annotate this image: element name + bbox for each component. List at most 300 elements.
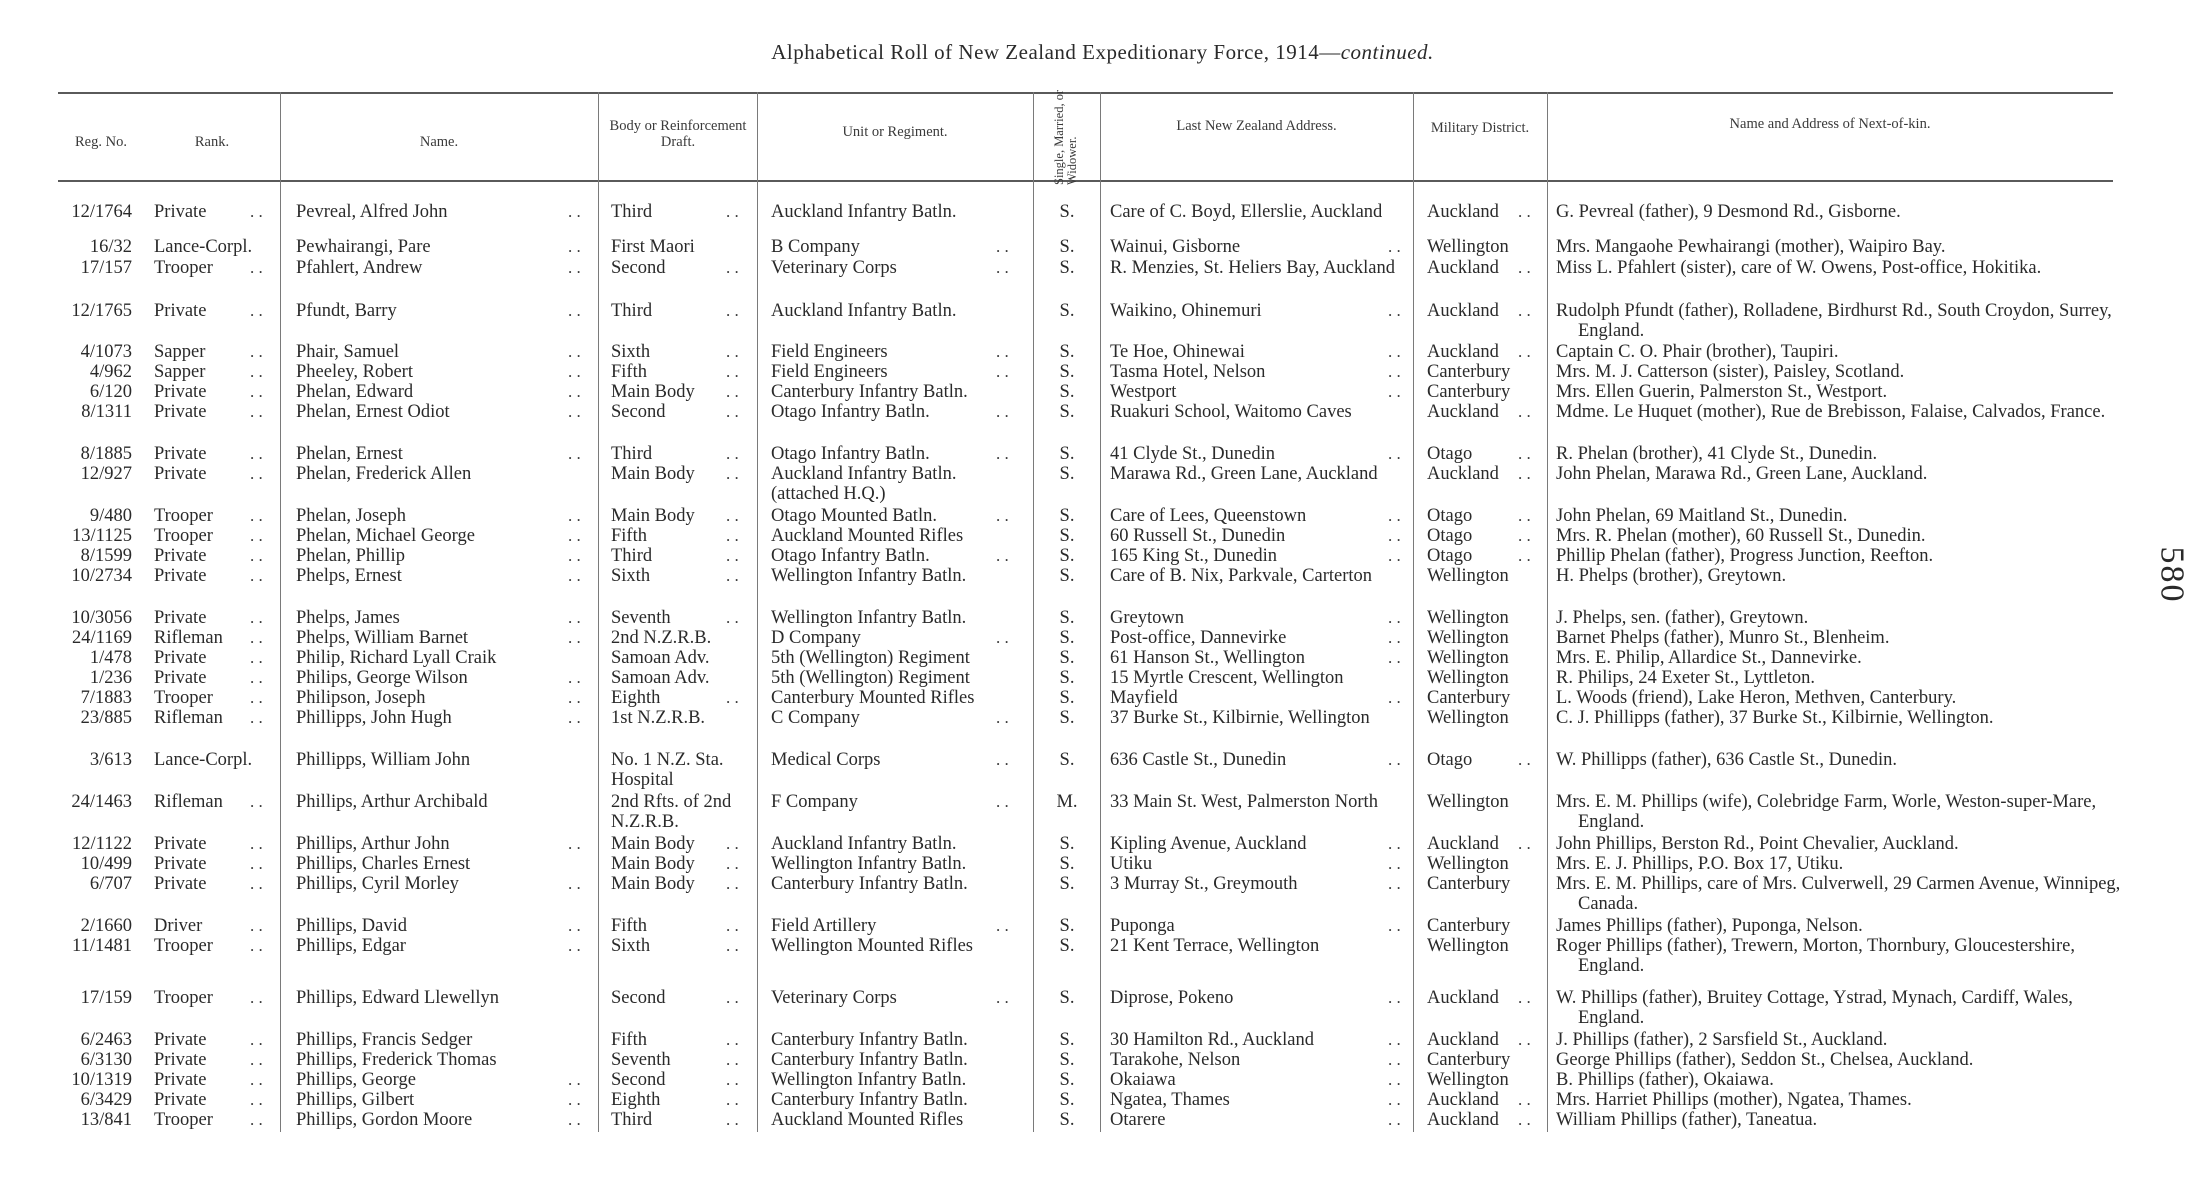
cell-address: 33 Main St. West, Palmerston North	[1110, 792, 1378, 812]
cell-status: S.	[1059, 1090, 1075, 1110]
cell-address: Care of B. Nix, Parkvale, Carterton	[1110, 566, 1373, 586]
cell-status: S.	[1059, 936, 1075, 956]
cell-status: S.	[1059, 258, 1075, 278]
leader-dots: . .	[996, 342, 1009, 361]
cell-rank: Rifleman	[154, 708, 223, 728]
cell-address: 165 King St., Dunedin	[1110, 546, 1278, 566]
cell-status: S.	[1059, 506, 1075, 526]
cell-status: S.	[1059, 546, 1075, 566]
page-title	[0, 40, 2205, 65]
cell-address: 37 Burke St., Kilbirnie, Wellington	[1110, 708, 1370, 728]
leader-dots: . .	[1388, 648, 1401, 667]
leader-dots: . .	[726, 1070, 739, 1089]
leader-dots: . .	[996, 546, 1009, 565]
leader-dots: . .	[568, 237, 581, 256]
leader-dots: . .	[996, 362, 1009, 381]
leader-dots: . .	[568, 342, 581, 361]
cell-name: Pheeley, Robert	[296, 362, 413, 382]
cell-body: Sixth	[611, 936, 651, 956]
col-divider	[1100, 92, 1101, 1132]
cell-kin: Mdme. Le Huquet (mother), Rue de Brebisson, Falaise, Calvados, France.	[1556, 402, 2106, 422]
leader-dots: . .	[1388, 444, 1401, 463]
cell-reg: 23/885	[80, 708, 132, 728]
cell-rank: Private	[154, 546, 207, 566]
cell-kin: R. Philips, 24 Exeter St., Lyttleton.	[1556, 668, 1815, 688]
cell-address: Ruakuri School, Waitomo Caves	[1110, 402, 1352, 422]
cell-kin: Roger Phillips (father), Trewern, Morton, Thornbury, Gloucestershire, England.	[1556, 936, 2075, 976]
leader-dots: . .	[996, 916, 1009, 935]
leader-dots: . .	[1388, 834, 1401, 853]
cell-district: Auckland	[1427, 1110, 1499, 1130]
cell-reg: 16/32	[89, 237, 132, 257]
header-rank: Rank.	[194, 134, 230, 150]
leader-dots: . .	[996, 237, 1009, 256]
cell-address: 15 Myrtle Crescent, Wellington	[1110, 668, 1344, 688]
cell-rank: Rifleman	[154, 628, 223, 648]
cell-body: Main Body	[611, 874, 695, 894]
cell-district: Canterbury	[1427, 688, 1511, 708]
cell-body: Main Body	[611, 506, 695, 526]
cell-kin: Mrs. E. M. Phillips, care of Mrs. Culverwell, 29 Carmen Avenue, Winnipeg, Canada.	[1556, 874, 2121, 914]
cell-district: Wellington	[1427, 608, 1509, 628]
cell-name: Phelan, Frederick Allen	[296, 464, 472, 484]
leader-dots: . .	[1388, 608, 1401, 627]
leader-dots: . .	[250, 936, 263, 955]
leader-dots: . .	[726, 854, 739, 873]
leader-dots: . .	[250, 916, 263, 935]
cell-rank: Private	[154, 1090, 207, 1110]
cell-status: M.	[1056, 792, 1078, 812]
cell-reg: 10/499	[80, 854, 132, 874]
cell-kin: Mrs. M. J. Catterson (sister), Paisley, Scotland.	[1556, 362, 1905, 382]
leader-dots: . .	[250, 1070, 263, 1089]
cell-name: Phillips, Arthur Archibald	[296, 792, 488, 812]
col-divider	[1413, 92, 1414, 1132]
cell-status: S.	[1059, 1110, 1075, 1130]
cell-body: Second	[611, 1070, 666, 1090]
leader-dots: . .	[996, 792, 1009, 811]
cell-status: S.	[1059, 708, 1075, 728]
leader-dots: . .	[726, 464, 739, 483]
cell-address: 60 Russell St., Dunedin	[1110, 526, 1286, 546]
leader-dots: . .	[250, 708, 263, 727]
cell-rank: Trooper	[154, 988, 213, 1008]
cell-district: Wellington	[1427, 237, 1509, 257]
cell-reg: 1/236	[89, 668, 132, 688]
leader-dots: . .	[250, 402, 263, 421]
cell-district: Wellington	[1427, 648, 1509, 668]
cell-unit: Auckland Mounted Rifles	[771, 526, 964, 546]
cell-status: S.	[1059, 688, 1075, 708]
cell-address: Greytown	[1110, 608, 1184, 628]
leader-dots: . .	[726, 301, 739, 320]
leader-dots: . .	[568, 382, 581, 401]
cell-name: Pevreal, Alfred John	[296, 202, 448, 222]
cell-unit: Auckland Infantry Batln.	[771, 834, 957, 854]
cell-body: Sixth	[611, 566, 651, 586]
cell-district: Canterbury	[1427, 382, 1511, 402]
leader-dots: . .	[726, 874, 739, 893]
cell-unit: Canterbury Infantry Batln.	[771, 382, 968, 402]
leader-dots: . .	[250, 566, 263, 585]
cell-district: Auckland	[1427, 464, 1499, 484]
cell-unit: Field Engineers	[771, 362, 888, 382]
cell-rank: Private	[154, 854, 207, 874]
cell-name: Phillips, Edward Llewellyn	[296, 988, 499, 1008]
cell-body: Main Body	[611, 382, 695, 402]
cell-status: S.	[1059, 648, 1075, 668]
cell-body: Seventh	[611, 1050, 671, 1070]
leader-dots: . .	[250, 834, 263, 853]
cell-address: Utiku	[1110, 854, 1153, 874]
leader-dots: . .	[726, 1050, 739, 1069]
cell-address: 30 Hamilton Rd., Auckland	[1110, 1030, 1314, 1050]
cell-body: Fifth	[611, 916, 647, 936]
leader-dots: . .	[1388, 1090, 1401, 1109]
leader-dots: . .	[250, 792, 263, 811]
cell-kin: J. Phillips (father), 2 Sarsfield St., Auckland.	[1556, 1030, 1888, 1050]
cell-unit: 5th (Wellington) Regiment	[771, 668, 970, 688]
cell-address: Post-office, Dannevirke	[1110, 628, 1287, 648]
cell-name: Phillips, Arthur John	[296, 834, 450, 854]
cell-kin: Rudolph Pfundt (father), Rolladene, Birdhurst Rd., South Croydon, Surrey, England.	[1556, 301, 2112, 341]
leader-dots: . .	[1388, 688, 1401, 707]
cell-name: Phelan, Joseph	[296, 506, 406, 526]
cell-name: Pfundt, Barry	[296, 301, 397, 321]
cell-address: 21 Kent Terrace, Wellington	[1110, 936, 1320, 956]
leader-dots: . .	[1518, 1090, 1531, 1109]
cell-body: 2nd Rfts. of 2nd N.Z.R.B.	[611, 792, 732, 832]
cell-rank: Private	[154, 608, 207, 628]
leader-dots: . .	[1518, 834, 1531, 853]
cell-address: 636 Castle St., Dunedin	[1110, 750, 1287, 770]
cell-kin: Phillip Phelan (father), Progress Junction, Reefton.	[1556, 546, 1934, 566]
cell-body: Sixth	[611, 342, 651, 362]
cell-kin: C. J. Phillipps (father), 37 Burke St., Kilbirnie, Wellington.	[1556, 708, 1994, 728]
cell-status: S.	[1059, 526, 1075, 546]
header-status: Single, Married, or Widower.	[1052, 89, 1079, 185]
cell-reg: 6/2463	[80, 1030, 132, 1050]
cell-body: Main Body	[611, 464, 695, 484]
leader-dots: . .	[250, 1090, 263, 1109]
leader-dots: . .	[1518, 1110, 1531, 1129]
cell-body: Third	[611, 1110, 653, 1130]
leader-dots: . .	[1518, 258, 1531, 277]
cell-name: Phillips, Frederick Thomas	[296, 1050, 497, 1070]
leader-dots: . .	[250, 526, 263, 545]
cell-reg: 1/478	[89, 648, 132, 668]
leader-dots: . .	[726, 566, 739, 585]
cell-reg: 17/157	[80, 258, 132, 278]
leader-dots: . .	[996, 708, 1009, 727]
page-number: 580	[2153, 546, 2191, 604]
leader-dots: . .	[568, 688, 581, 707]
cell-reg: 8/1885	[80, 444, 132, 464]
cell-kin: R. Phelan (brother), 41 Clyde St., Dunedin.	[1556, 444, 1878, 464]
cell-body: Third	[611, 546, 653, 566]
cell-address: Westport	[1110, 382, 1177, 402]
leader-dots: . .	[250, 1050, 263, 1069]
cell-status: S.	[1059, 464, 1075, 484]
cell-status: S.	[1059, 202, 1075, 222]
leader-dots: . .	[250, 668, 263, 687]
cell-kin: James Phillips (father), Puponga, Nelson.	[1556, 916, 1863, 936]
leader-dots: . .	[726, 1090, 739, 1109]
leader-dots: . .	[250, 688, 263, 707]
leader-dots: . .	[726, 444, 739, 463]
cell-rank: Private	[154, 668, 207, 688]
cell-unit: Canterbury Infantry Batln.	[771, 1050, 968, 1070]
cell-address: Wainui, Gisborne	[1110, 237, 1241, 257]
cell-name: Phelan, Edward	[296, 382, 414, 402]
leader-dots: . .	[250, 444, 263, 463]
cell-kin: John Phelan, 69 Maitland St., Dunedin.	[1556, 506, 1848, 526]
page-title-main: Alphabetical Roll of New Zealand Expeditionary Force, 1914—	[771, 40, 1341, 64]
cell-district: Auckland	[1427, 1030, 1499, 1050]
leader-dots: . .	[1518, 464, 1531, 483]
cell-body: First Maori	[611, 237, 695, 257]
cell-body: 1st N.Z.R.B.	[611, 708, 706, 728]
cell-district: Wellington	[1427, 708, 1509, 728]
cell-kin: Mrs. Harriet Phillips (mother), Ngatea, Thames.	[1556, 1090, 1912, 1110]
cell-name: Phelan, Ernest	[296, 444, 403, 464]
cell-status: S.	[1059, 362, 1075, 382]
leader-dots: . .	[1518, 444, 1531, 463]
cell-reg: 10/3056	[71, 608, 132, 628]
cell-body: Third	[611, 202, 653, 222]
cell-unit: Wellington Infantry Batln.	[771, 1070, 967, 1090]
cell-address: Waikino, Ohinemuri	[1110, 301, 1262, 321]
cell-name: Phillips, George	[296, 1070, 416, 1090]
cell-status: S.	[1059, 1030, 1075, 1050]
leader-dots: . .	[1388, 342, 1401, 361]
cell-unit: Canterbury Infantry Batln.	[771, 1090, 968, 1110]
cell-unit: F Company	[771, 792, 858, 812]
cell-district: Auckland	[1427, 202, 1499, 222]
cell-rank: Private	[154, 202, 207, 222]
leader-dots: . .	[1388, 546, 1401, 565]
leader-dots: . .	[726, 258, 739, 277]
cell-unit: D Company	[771, 628, 861, 648]
cell-body: Seventh	[611, 608, 671, 628]
cell-district: Wellington	[1427, 792, 1509, 812]
leader-dots: . .	[996, 628, 1009, 647]
cell-district: Canterbury	[1427, 916, 1511, 936]
cell-unit: B Company	[771, 237, 860, 257]
cell-unit: Wellington Infantry Batln.	[771, 608, 967, 628]
leader-dots: . .	[250, 202, 263, 221]
cell-reg: 12/1764	[71, 202, 132, 222]
cell-unit: Canterbury Mounted Rifles	[771, 688, 975, 708]
leader-dots: . .	[1388, 854, 1401, 873]
cell-name: Phelps, Ernest	[296, 566, 402, 586]
leader-dots: . .	[1518, 546, 1531, 565]
cell-status: S.	[1059, 874, 1075, 894]
cell-unit: Auckland Infantry Batln.	[771, 202, 957, 222]
cell-kin: Captain C. O. Phair (brother), Taupiri.	[1556, 342, 1839, 362]
cell-reg: 24/1463	[71, 792, 132, 812]
cell-body: Second	[611, 988, 666, 1008]
cell-reg: 10/2734	[71, 566, 132, 586]
cell-address: Tasma Hotel, Nelson	[1110, 362, 1266, 382]
cell-reg: 8/1311	[81, 402, 132, 422]
leader-dots: . .	[726, 402, 739, 421]
leader-dots: . .	[250, 464, 263, 483]
cell-name: Phelan, Phillip	[296, 546, 405, 566]
leader-dots: . .	[726, 834, 739, 853]
cell-unit: Canterbury Infantry Batln.	[771, 874, 968, 894]
cell-district: Otago	[1427, 546, 1473, 566]
leader-dots: . .	[250, 258, 263, 277]
cell-rank: Sapper	[154, 362, 206, 382]
cell-name: Phillips, Edgar	[296, 936, 406, 956]
leader-dots: . .	[996, 444, 1009, 463]
cell-kin: Mrs. Ellen Guerin, Palmerston St., Westport.	[1556, 382, 1888, 402]
cell-kin: John Phillips, Berston Rd., Point Chevalier, Auckland.	[1556, 834, 1959, 854]
cell-reg: 2/1660	[80, 916, 132, 936]
cell-status: S.	[1059, 301, 1075, 321]
cell-reg: 17/159	[80, 988, 132, 1008]
leader-dots: . .	[250, 382, 263, 401]
header-bottom-rule	[58, 180, 2113, 182]
cell-unit: Veterinary Corps	[771, 988, 897, 1008]
cell-address: Mayfield	[1110, 688, 1178, 708]
leader-dots: . .	[726, 342, 739, 361]
leader-dots: . .	[726, 1030, 739, 1049]
cell-district: Canterbury	[1427, 874, 1511, 894]
header-address: Last New Zealand Address.	[1176, 118, 1337, 134]
cell-body: Fifth	[611, 526, 647, 546]
cell-district: Wellington	[1427, 936, 1509, 956]
header-kin: Name and Address of Next-of-kin.	[1729, 116, 1931, 132]
leader-dots: . .	[1518, 402, 1531, 421]
leader-dots: . .	[1518, 342, 1531, 361]
leader-dots: . .	[1388, 237, 1401, 256]
cell-status: S.	[1059, 1050, 1075, 1070]
cell-kin: Mrs. E. M. Phillips (wife), Colebridge Farm, Worle, Weston-super-Mare, England.	[1556, 792, 2097, 832]
cell-body: Samoan Adv.	[611, 648, 710, 668]
cell-status: S.	[1059, 237, 1075, 257]
cell-address: Marawa Rd., Green Lane, Auckland	[1110, 464, 1378, 484]
cell-reg: 6/707	[89, 874, 132, 894]
cell-rank: Rifleman	[154, 792, 223, 812]
cell-rank: Private	[154, 301, 207, 321]
cell-district: Auckland	[1427, 988, 1499, 1008]
cell-district: Wellington	[1427, 628, 1509, 648]
leader-dots: . .	[1518, 750, 1531, 769]
cell-unit: Canterbury Infantry Batln.	[771, 1030, 968, 1050]
leader-dots: . .	[1388, 916, 1401, 935]
cell-rank: Private	[154, 464, 207, 484]
leader-dots: . .	[1388, 362, 1401, 381]
cell-reg: 7/1883	[80, 688, 132, 708]
cell-kin: W. Phillips (father), Bruitey Cottage, Ystrad, Mynach, Cardiff, Wales, England.	[1556, 988, 2073, 1028]
cell-name: Phillips, Gilbert	[296, 1090, 415, 1110]
cell-rank: Trooper	[154, 506, 213, 526]
leader-dots: . .	[568, 362, 581, 381]
cell-reg: 24/1169	[72, 628, 132, 648]
cell-body: Second	[611, 402, 666, 422]
cell-district: Otago	[1427, 506, 1473, 526]
page-title-continued: continued.	[1340, 40, 1434, 64]
leader-dots: . .	[1388, 988, 1401, 1007]
cell-reg: 12/927	[80, 464, 132, 484]
leader-dots: . .	[568, 202, 581, 221]
cell-name: Phillips, Cyril Morley	[296, 874, 459, 894]
leader-dots: . .	[726, 1110, 739, 1129]
cell-address: Tarakohe, Nelson	[1110, 1050, 1241, 1070]
cell-kin: G. Pevreal (father), 9 Desmond Rd., Gisborne.	[1556, 202, 1901, 222]
cell-unit: Otago Infantry Batln.	[771, 444, 930, 464]
cell-status: S.	[1059, 834, 1075, 854]
cell-rank: Trooper	[154, 526, 213, 546]
cell-address: Diprose, Pokeno	[1110, 988, 1234, 1008]
cell-name: Phillips, David	[296, 916, 408, 936]
leader-dots: . .	[568, 916, 581, 935]
cell-address: 41 Clyde St., Dunedin	[1110, 444, 1275, 464]
cell-name: Phillips, Francis Sedger	[296, 1030, 473, 1050]
cell-kin: Mrs. E. Philip, Allardice St., Dannevirke.	[1556, 648, 1862, 668]
leader-dots: . .	[726, 202, 739, 221]
cell-address: 3 Murray St., Greymouth	[1110, 874, 1298, 894]
cell-rank: Trooper	[154, 688, 213, 708]
cell-rank: Private	[154, 566, 207, 586]
leader-dots: . .	[568, 668, 581, 687]
leader-dots: . .	[250, 874, 263, 893]
cell-rank: Private	[154, 382, 207, 402]
cell-status: S.	[1059, 566, 1075, 586]
leader-dots: . .	[1388, 506, 1401, 525]
leader-dots: . .	[568, 402, 581, 421]
cell-name: Phelan, Michael George	[296, 526, 475, 546]
leader-dots: . .	[726, 608, 739, 627]
cell-name: Philip, Richard Lyall Craik	[296, 648, 497, 668]
cell-unit: Auckland Infantry Batln.	[771, 301, 957, 321]
cell-reg: 4/1073	[80, 342, 132, 362]
cell-unit: Wellington Mounted Rifles	[771, 936, 973, 956]
cell-kin: L. Woods (friend), Lake Heron, Methven, Canterbury.	[1556, 688, 1957, 708]
cell-kin: W. Phillipps (father), 636 Castle St., Dunedin.	[1556, 750, 1898, 770]
cell-rank: Trooper	[154, 936, 213, 956]
col-divider	[598, 92, 599, 1132]
leader-dots: . .	[1388, 301, 1401, 320]
cell-district: Wellington	[1427, 566, 1509, 586]
col-divider	[1033, 92, 1034, 1132]
leader-dots: . .	[250, 342, 263, 361]
cell-kin: J. Phelps, sen. (father), Greytown.	[1556, 608, 1809, 628]
cell-unit: Otago Mounted Batln.	[771, 506, 937, 526]
cell-rank: Private	[154, 444, 207, 464]
leader-dots: . .	[250, 628, 263, 647]
cell-name: Phillips, Gordon Moore	[296, 1110, 473, 1130]
cell-address: Otarere	[1110, 1110, 1166, 1130]
leader-dots: . .	[568, 1110, 581, 1129]
cell-unit: Field Engineers	[771, 342, 888, 362]
cell-rank: Driver	[154, 916, 203, 936]
cell-district: Auckland	[1427, 834, 1499, 854]
cell-district: Otago	[1427, 750, 1473, 770]
cell-reg: 13/841	[80, 1110, 132, 1130]
header-reg-no: Reg. No.	[75, 134, 127, 150]
cell-reg: 9/480	[89, 506, 132, 526]
leader-dots: . .	[726, 362, 739, 381]
leader-dots: . .	[996, 506, 1009, 525]
cell-unit: C Company	[771, 708, 860, 728]
leader-dots: . .	[726, 936, 739, 955]
cell-body: Second	[611, 258, 666, 278]
cell-district: Wellington	[1427, 668, 1509, 688]
leader-dots: . .	[1388, 628, 1401, 647]
